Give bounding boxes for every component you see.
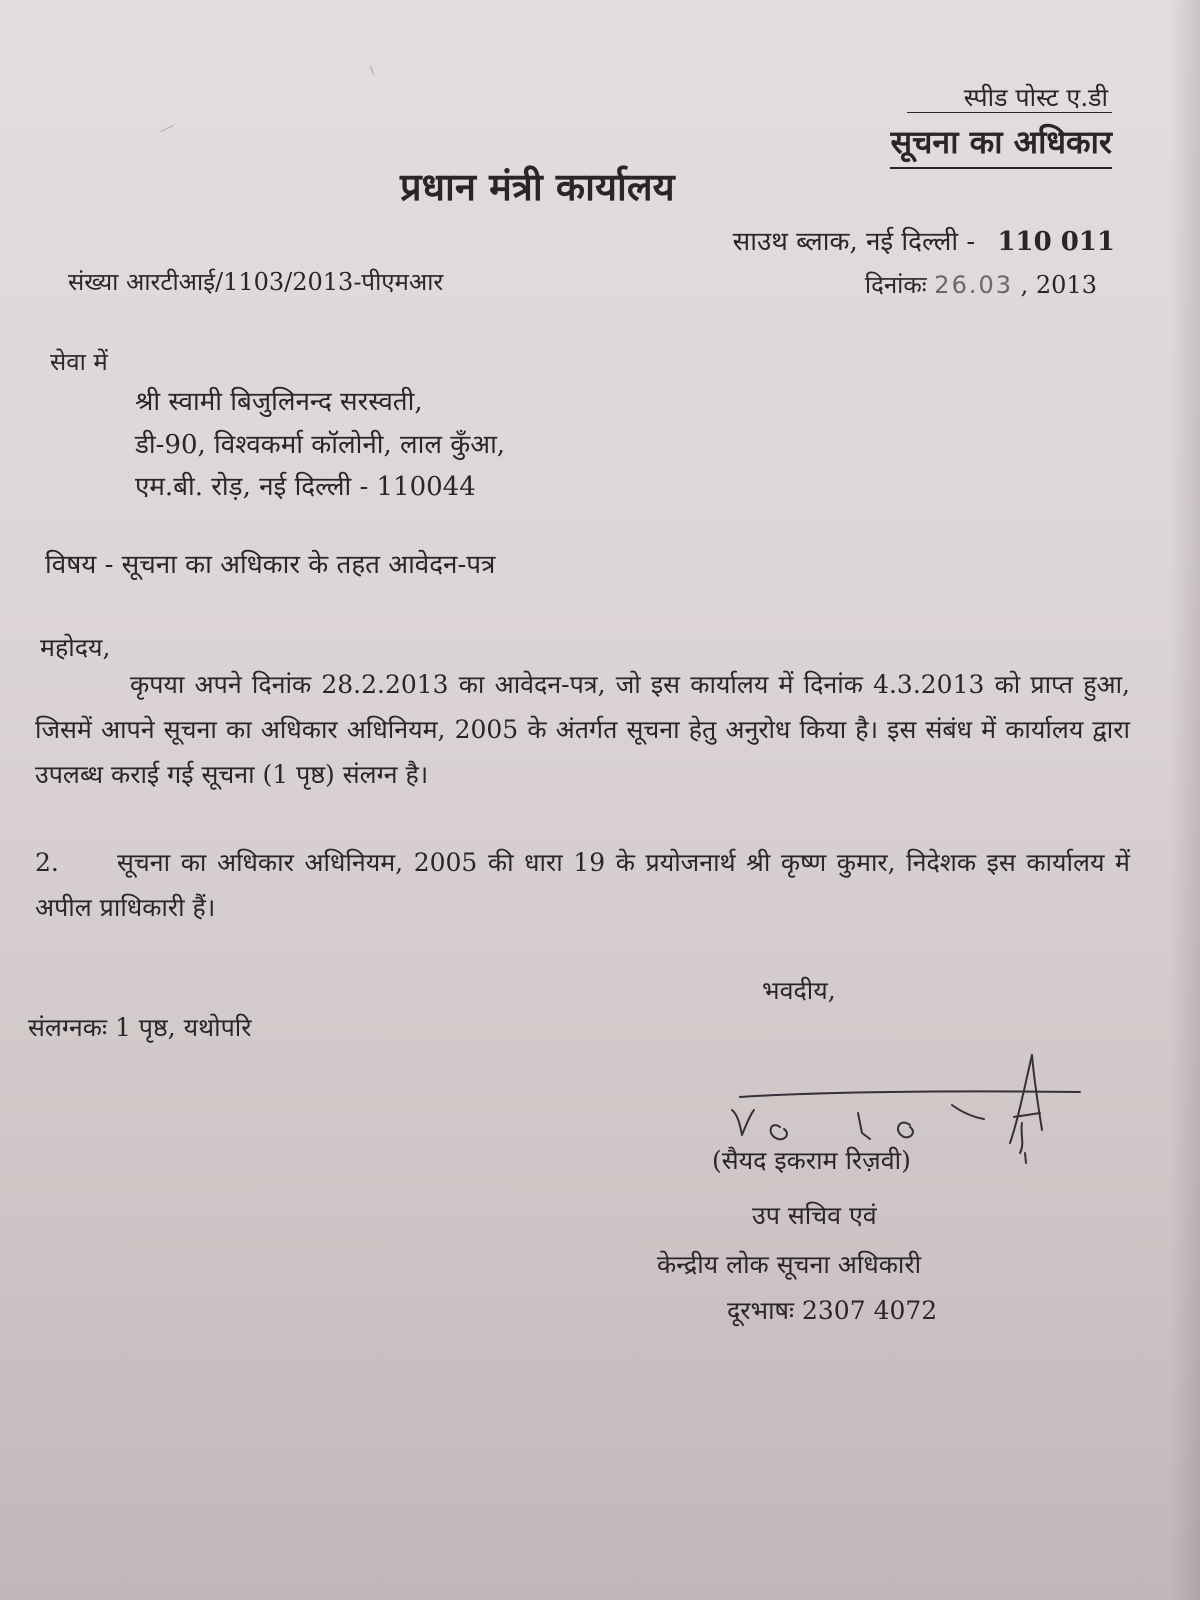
signatory-phone: दूरभाषः 2307 4072 <box>727 1296 938 1325</box>
reference-number: संख्या आरटीआई/1103/2013-पीएमआर <box>68 268 444 296</box>
divider <box>907 112 1112 113</box>
rti-label: सूचना का अधिकार <box>890 120 1112 169</box>
subject-line: विषय - सूचना का अधिकार के तहत आवेदन-पत्र <box>45 550 496 580</box>
enclosure-note: संलग्नकः 1 पृष्ठ, यथोपरि <box>28 1013 252 1042</box>
recipient-line: एम.बी. रोड़, नई दिल्ली - 110044 <box>135 472 476 502</box>
handwritten-date: 26.03 <box>934 271 1014 299</box>
body-paragraph-1: कृपया अपने दिनांक 28.2.2013 का आवेदन-पत्र, जो इस कार्यालय में दिनांक 4.3.2013 को प्राप्त हुआ, जिसमें आपने सूचना का अधिकार अधिनियम, 2005 के अंतर्गत सूचना हेतु अनुरोध किया है। इस संबंध में कार्यालय द्वारा उपलब्ध कराई गई सूचना (1 पृष्ठ) संलग्न है। <box>35 670 1130 789</box>
signatory-name: (सैयद इकराम रिज़वी) <box>712 1146 911 1175</box>
letter-date <box>865 268 1097 301</box>
signatory-office: केन्द्रीय लोक सूचना अधिकारी <box>657 1250 922 1279</box>
handwritten-signature <box>720 1035 1100 1205</box>
signatory-designation: उप सचिव एवं <box>752 1201 877 1230</box>
body-paragraph-2 <box>35 840 1130 930</box>
office-title: प्रधान मंत्री कार्यालय <box>400 164 675 209</box>
paragraph-number: 2. <box>35 848 59 877</box>
address-pin: 110 011 <box>997 227 1115 257</box>
date-year: , 2013 <box>1020 271 1097 299</box>
address-text: साउथ ब्लाक, नई दिल्ली - <box>732 227 976 257</box>
to-label: सेवा में <box>50 348 108 376</box>
recipient-line: श्री स्वामी बिजुलिनन्द सरस्वती, <box>135 387 423 417</box>
post-type-label: स्पीड पोस्ट ए.डी <box>963 83 1108 112</box>
paper-mark <box>160 125 173 132</box>
date-label: दिनांकः <box>864 271 927 299</box>
paper-mark <box>370 66 374 76</box>
office-address <box>733 222 1115 258</box>
salutation: महोदय, <box>40 633 111 662</box>
recipient-line: डी-90, विश्वकर्मा कॉलोनी, लाल कुँआ, <box>135 430 506 460</box>
closing: भवदीय, <box>762 976 836 1005</box>
paragraph-text: सूचना का अधिकार अधिनियम, 2005 की धारा 19 के प्रयोजनार्थ श्री कृष्ण कुमार, निदेशक इस कार्यालय में अपील प्राधिकारी हैं। <box>35 848 1130 922</box>
